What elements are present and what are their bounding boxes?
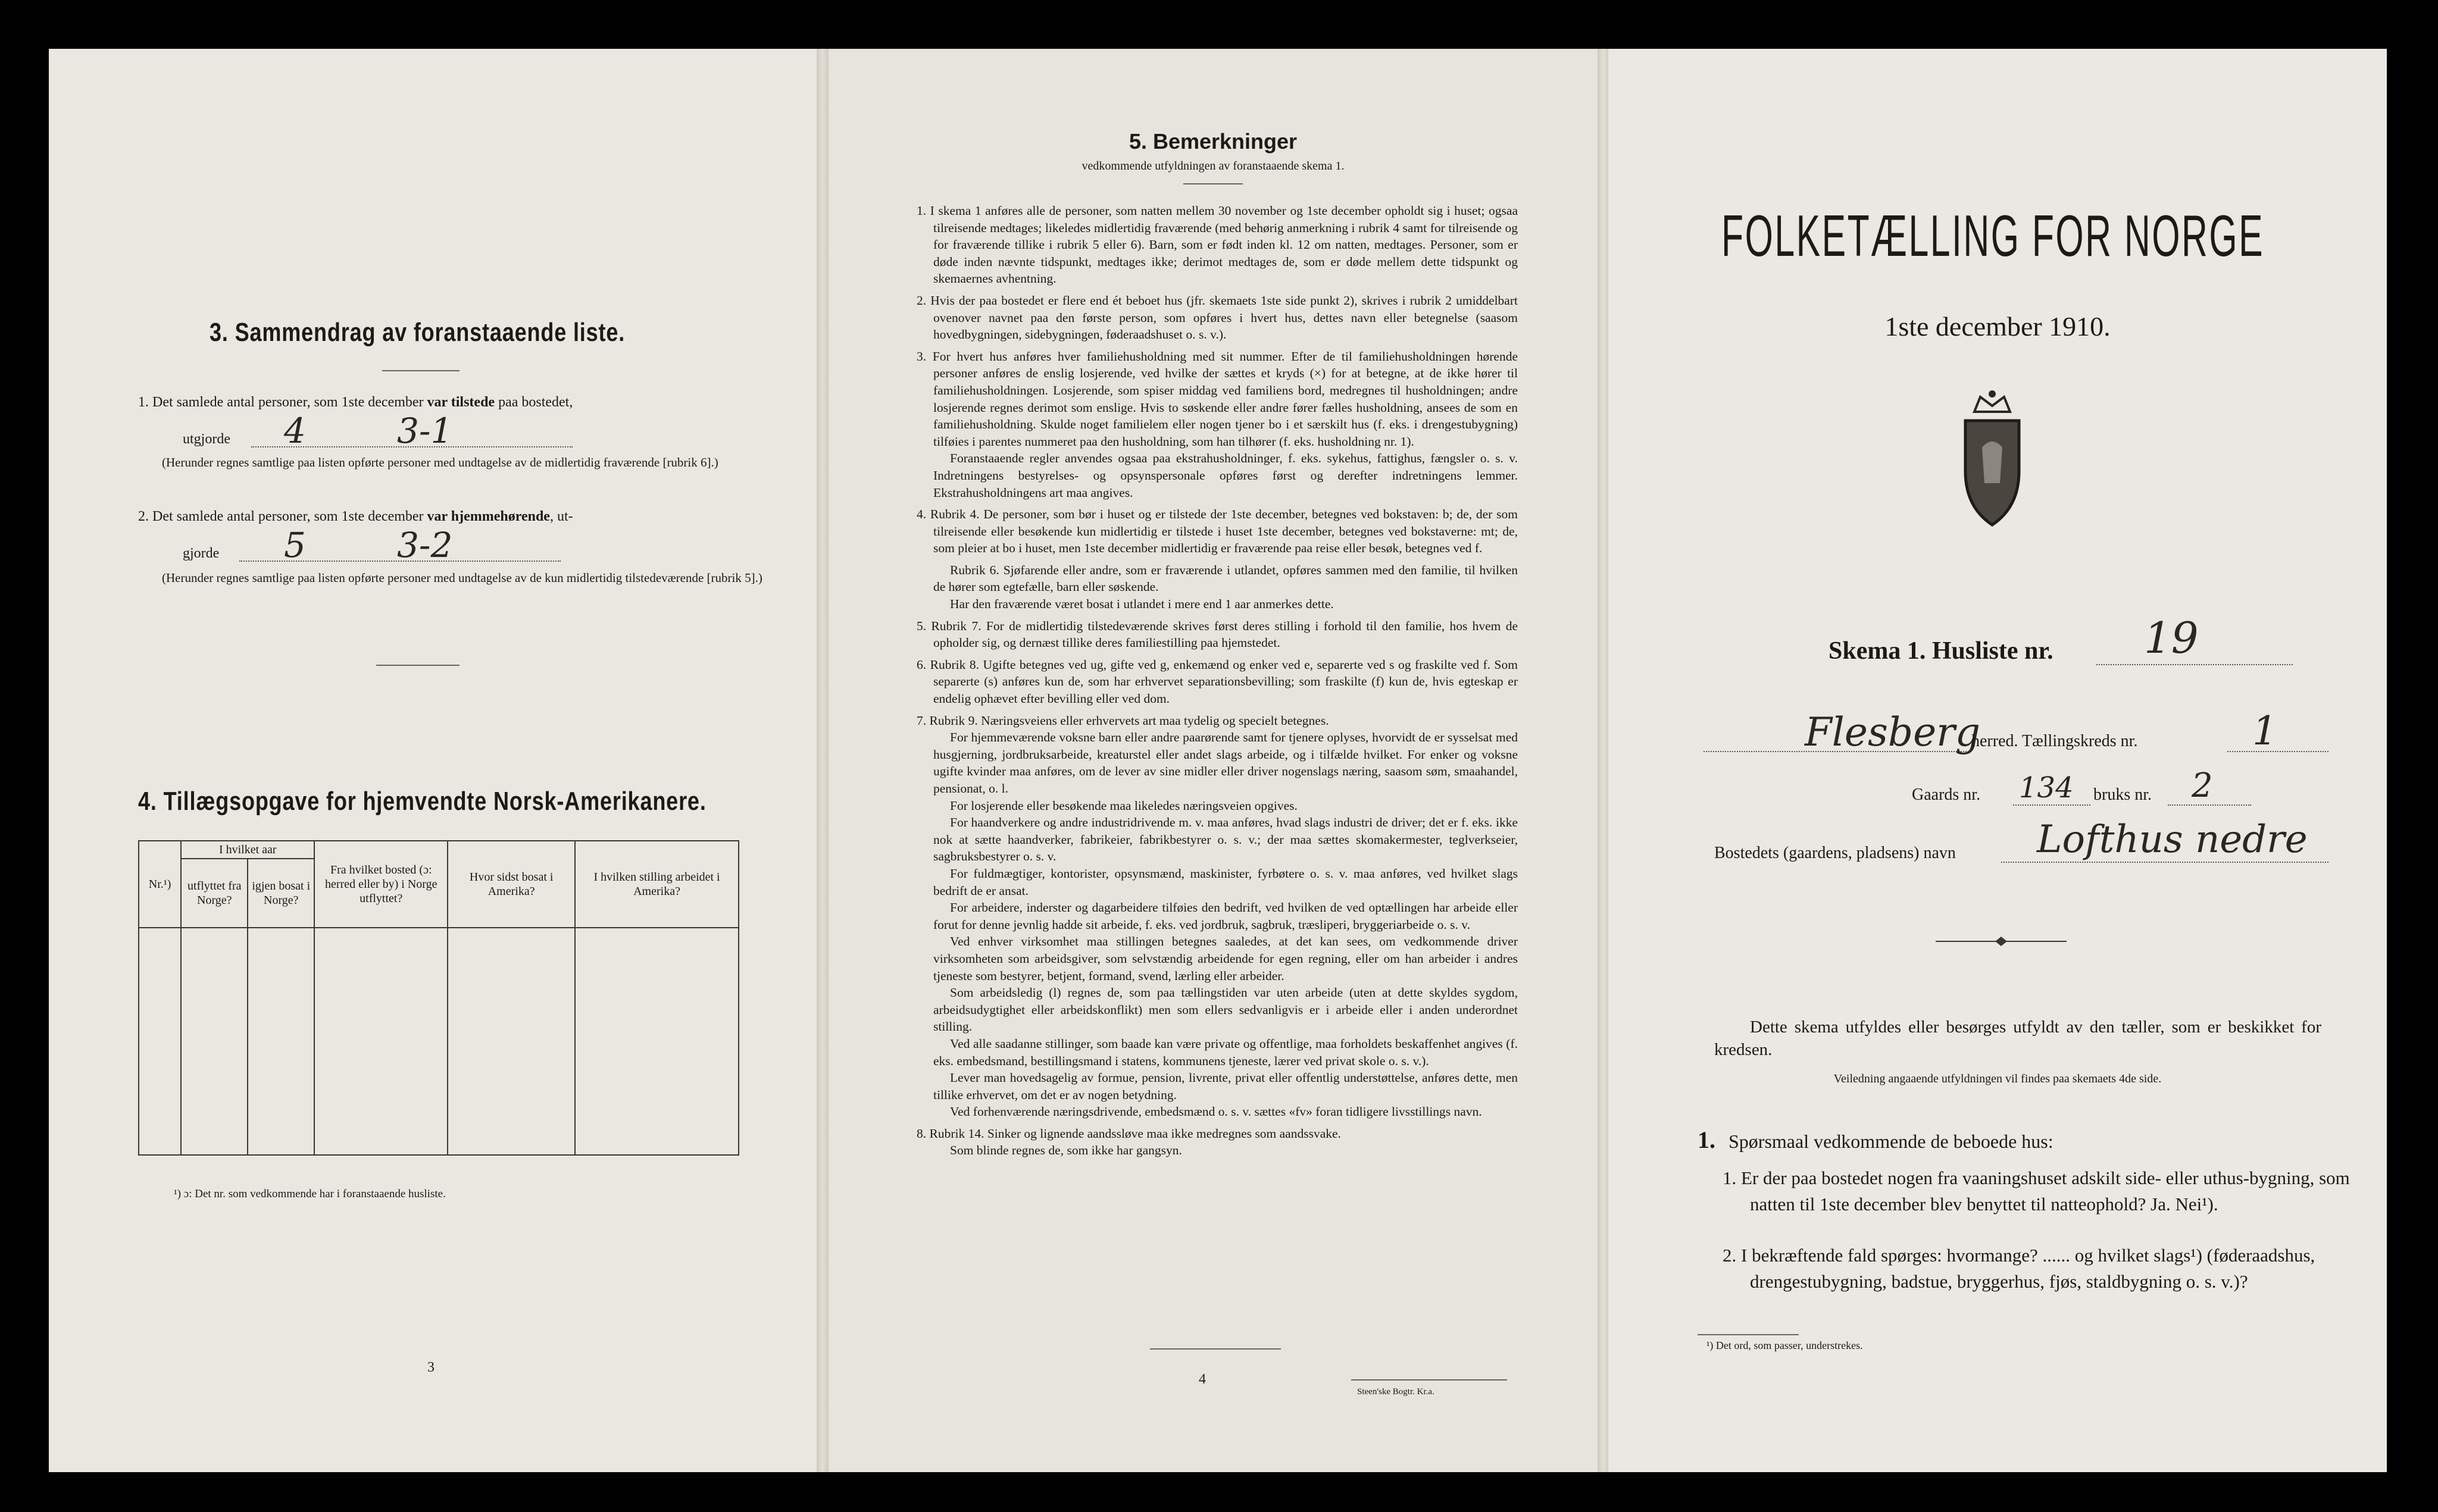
item2-handwritten-a: 5 (284, 525, 306, 565)
remark-3: 3. For hvert hus anføres hver familiehusholdning med sit nummer. Efter de til familiehusholdningen hørende personer anføres de enslig losjerende, ved hvilke der sættes et kryds (×) for at betegne, at de ikke hører til familiehusholdningen. Losjerende, som spiser middag ved familiens bord, medregnes til husholdningen; andre losjerende regnes derimot som enslige. Hvis to søskende eller andre fører fælles husholdning, ansees de som en familiehusholdning. Skulde noget familielem eller nogen tjener bo i et særskilt hus (f. eks. i drengestubygning) tilføies i parentes nummeret paa den husholdning, som han tilhører (f. eks. husholdning nr. 1). (917, 349, 1518, 449)
remark-7k: Ved forhenværende næringsdrivende, embedsmænd o. s. v. sættes «fv» foran tidligere livsstillings navn. (950, 1104, 1482, 1119)
table-row (139, 973, 739, 1019)
remark-4b: Rubrik 6. Sjøfarende eller andre, som er fraværende i utlandet, opføres sammen med den familie, til hvilken de hører som egtefælle, barn eller søskende. (933, 562, 1518, 594)
item2-bold: var hjemmehørende (427, 509, 550, 524)
bosted-line (2001, 862, 2328, 863)
remark-7d: For haandverkere og andre industridrivende m. v. maa anføres, hvad slags industri de driver; det er f. eks. ikke nok at sætte haandverker, fabrikeier, fabrikbestyrer o. s. v.; der maa sættes skomakermester, teglverkseier, sagbruksbestyrer o. s. v. (933, 815, 1518, 864)
col-igjen: igjen bosat i Norge? (248, 859, 314, 928)
remark-6: 6. Rubrik 8. Ugifte betegnes ved ug, gifte ved g, enkemænd og enker ved e, separerte ved s og fraskilte ved f. Som separerte (s) anføres kun de, som har erhvervet separationsbevilling; som fraskilte (f) kun de, hvis egteskap er endelig ophævet efter bevilling eller ved dom. (917, 657, 1518, 706)
bosted-label: Bostedets (gaardens, pladsens) navn (1714, 844, 1956, 862)
divider (382, 370, 460, 371)
item2-utgjorde: gjorde (183, 546, 220, 561)
gaards-handwritten: 134 (2019, 771, 2074, 804)
item2-note: (Herunder regnes samtlige paa listen opførte personer med undtagelse av de kun midlertidig tilstedeværende [rubrik 5].) (162, 571, 762, 585)
remarks-title: 5. Bemerkninger (1129, 129, 1298, 154)
questions-heading-number: 1. (1698, 1126, 1715, 1153)
item2 (138, 507, 781, 526)
page-number: 3 (427, 1360, 435, 1375)
remark-7i: Ved alle saadanne stillinger, som baade kan være private og offentlige, maa forholdets beskaffenhet angives (f. eks. embedsmand, bestillingsmand i statens, kommunens tjeneste, lærer ved privat skole o. s. v.). (933, 1036, 1518, 1068)
remark-3b: Foranstaaende regler anvendes ogsaa paa ekstrahusholdninger, f. eks. sykehus, fattighus, fængsler o. s. v. Indretningens bestyrelses- og opsynspersonale opføres først og derefter indretningens lemmer. Ekstrahusholdningens art maa angives. (933, 451, 1518, 500)
item1-note: (Herunder regnes samtlige paa listen opførte personer med undtagelse av de midlertidig fraværende [rubrik 6].) (162, 455, 718, 469)
col-nr: Nr.¹) (139, 841, 181, 928)
table-row (139, 1019, 739, 1064)
item1 (138, 393, 781, 412)
table-row (139, 928, 739, 973)
divider (376, 665, 460, 666)
gaards-line (2013, 804, 2090, 806)
question-2: 2. I bekræftende fald spørges: hvormange? ...... og hvilket slags¹) (føderaadshus, drengestubygning, badstue, bryggerhus, fjøs, staldbygning o. s. v.)? (1723, 1245, 2315, 1292)
remark-8: 8. Rubrik 14. Sinker og lignende aandssløve maa ikke medregnes som aandssvake. (917, 1126, 1341, 1141)
remark-4: 4. Rubrik 4. De personer, som bør i huset og er tilstede der 1ste december, betegnes ved bokstaven: b; de, der som tilreisende eller besøkende kun midlertidig er tilstede i huset 1ste december, betegnes ved bokstaverne: mt; de, som pleier at bo i huset, men 1ste december midlertidig er fraværende paa reise eller besøk, betegnes ved f. (917, 507, 1518, 556)
bruks-label: bruks nr. (2093, 785, 2152, 804)
col-group-year: I hvilket aar (181, 841, 314, 859)
coat-of-arms-icon (1948, 388, 2037, 531)
table-row (139, 1109, 739, 1155)
divider (1150, 1348, 1281, 1350)
remarks-subtitle: vedkommende utfyldningen av foranstaaende skema 1. (1082, 159, 1345, 173)
census-date: 1ste december 1910. (1884, 311, 2111, 342)
divider (1183, 183, 1243, 184)
remark-7h: Som arbeidsledig (l) regnes de, som paa tællingstiden var uten arbeide (uten at dette skyldes sygdom, arbeidsudygtighet eller arbeidskonflikt) men som ellers sedvanligvis er i arbeide eller i anden underordnet stilling. (933, 985, 1518, 1034)
item2-handwritten-b: 3-2 (397, 525, 453, 565)
husliste-line (2096, 664, 2293, 665)
printer-mark: Steen'ske Bogtr. Kr.a. (1357, 1387, 1434, 1397)
question-1: 1. Er der paa bostedet nogen fra vaaningshuset adskilt side- eller uthus-bygning, som natten til 1ste december blev benyttet til natteophold? Ja. Nei¹). (1723, 1167, 2350, 1214)
census-title: FOLKETÆLLING FOR NORGE (1721, 203, 2265, 268)
page-fold (1598, 49, 1609, 1472)
questions-heading-text: Spørsmaal vedkommende de beboede hus: (1729, 1131, 2053, 1152)
remark-4c: Har den fraværende været bosat i utlandet i mere end 1 aar anmerkes dette. (950, 597, 1334, 612)
herred-label: herred. Tællingskreds nr. (1971, 732, 2138, 750)
item1-handwritten-a: 4 (284, 411, 306, 451)
page-number: 4 (1199, 1372, 1206, 1387)
remark-1: 1. I skema 1 anføres alle de personer, som natten mellem 30 november og 1ste december opholdt sig i huset; ogsaa tilreisende medtages; likeledes midlertidig fraværende (med behørig anmerkning i rubrik 4 samt for tilreisende og for fraværende tillike i rubrik 5 eller 6). Barn, som er født inden kl. 12 om natten, medtages. Personer, som er døde inden nævnte tidspunkt, medtages ikke; derimot medtages de, som er døde mellem dette tidspunkt og skemaernes avhentning. (917, 204, 1518, 286)
questions-heading (1698, 1126, 2053, 1154)
remarks-list (917, 202, 1518, 1159)
intro-small: Veiledning angaaende utfyldningen vil findes paa skemaets 4de side. (1833, 1072, 2162, 1085)
remark-7b: For hjemmeværende voksne barn eller andre paarørende samt for tjenere oplyses, hvorvidt de er sysselsat med husgjerning, jordbruksarbeide, kreaturstel eller andet slags arbeide, og i tilfælde hvilket. For enker og voksne ugifte kvinder maa anføres, om de lever av sine midler eller driver nogenslags næring, saasom søm, smaahandel, pensionat, o. l. (933, 730, 1518, 796)
remark-7j: Lever man hovedsagelig av formue, pension, livrente, privat eller offentlig understøttelse, anføres dette, men tillike erhvervet, om det er av nogen betydning. (933, 1070, 1518, 1102)
remark-7c: For losjerende eller besøkende maa likeledes næringsveien opgives. (950, 798, 1298, 813)
kreds-handwritten: 1 (2252, 708, 2277, 754)
section4-title: 4. Tillægsopgave for hjemvendte Norsk-Amerikanere. (138, 787, 707, 816)
item1-handwritten-b: 3-1 (397, 411, 453, 451)
remark-7: 7. Rubrik 9. Næringsveiens eller erhvervets art maa tydelig og specielt betegnes. (917, 713, 1329, 728)
gaards-label: Gaards nr. (1912, 785, 1981, 804)
col-fra: Fra hvilket bosted (ɔ: herred eller by) i Norge utflyttet? (314, 841, 448, 928)
table-footnote: ¹) ɔ: Det nr. som vedkommende har i foranstaaende husliste. (174, 1188, 446, 1200)
remark-8b: Som blinde regnes de, som ikke har gangsyn. (950, 1143, 1182, 1158)
section3-title: 3. Sammendrag av foranstaaende liste. (210, 318, 626, 347)
bruks-handwritten: 2 (2192, 766, 2213, 805)
item1-text-end: paa bostedet, (495, 395, 573, 410)
intro-text: Dette skema utfyldes eller besørges utfyldt av den tæller, som er beskikket for kredsen. (1714, 1018, 2321, 1059)
col-utflyttet: utflyttet fra Norge? (181, 859, 248, 928)
kreds-line (2227, 751, 2328, 752)
norsk-amerikaner-table (138, 840, 739, 1156)
divider (1698, 1334, 1799, 1335)
ornament-icon (1936, 934, 2067, 948)
col-hvor: Hvor sidst bosat i Amerika? (448, 841, 575, 928)
remark-5: 5. Rubrik 7. For de midlertidig tilstedeværende skrives først deres stilling i forhold til den familie, hos hvem de opholder sig, og dernæst tillike deres familiestilling paa hjemstedet. (917, 618, 1518, 650)
divider (1351, 1379, 1507, 1380)
item2-text: 2. Det samlede antal personer, som 1ste december (138, 509, 427, 524)
item1-bold: var tilstede (427, 395, 495, 410)
item1-text: 1. Det samlede antal personer, som 1ste december (138, 395, 427, 410)
remark-7f: For arbeidere, inderster og dagarbeidere tilføies den bedrift, ved hvilken de ved optællingen har arbeide eller forut for denne jevnlig hadde sit arbeide, f. eks. ved jordbruk, sagbruk, træsliperi, bryggeriarbeide o. s. v. (933, 900, 1518, 932)
table-row (139, 1064, 739, 1109)
remark-7g: Ved enhver virksomhet maa stillingen betegnes saaledes, at det kan sees, om vedkommende driver virksomheten som arbeidsgiver, som selvstændig arbeidende for egen regning, eller om han arbeider i andres tjeneste som bestyrer, betjent, formand, svend, lærling eller arbeider. (933, 934, 1518, 983)
item1-utgjorde: utgjorde (183, 431, 230, 447)
item2-text-end: , ut- (549, 509, 573, 524)
middle-page (829, 49, 1598, 1472)
page-fold (817, 49, 829, 1472)
remark-2: 2. Hvis der paa bostedet er flere end ét beboet hus (jfr. skemaets 1ste side punkt 2), skrives i rubrik 2 umiddelbart ovenover navnet paa den første person, som opføres i hvert hus, dettes navn eller betegnelse (saasom hovedbygningen, sidebygningen, føderaadshuset o. s. v.). (917, 293, 1518, 342)
left-page (49, 49, 817, 1472)
herred-handwritten: Flesberg (1805, 709, 1980, 755)
husliste-handwritten: 19 (2144, 613, 2199, 663)
col-stilling: I hvilken stilling arbeidet i Amerika? (575, 841, 739, 928)
right-footnote: ¹) Det ord, som passer, understrekes. (1706, 1339, 1863, 1351)
right-page (1608, 49, 2387, 1472)
schema-label: Skema 1. Husliste nr. (1828, 637, 2053, 665)
remark-7e: For fuldmægtiger, kontorister, opsynsmænd, maskinister, fyrbøtere o. s. v. maa anføres, ved hvilket slags bedrift de er ansat. (933, 866, 1518, 898)
bosted-handwritten: Lofthus nedre (2037, 818, 2308, 862)
